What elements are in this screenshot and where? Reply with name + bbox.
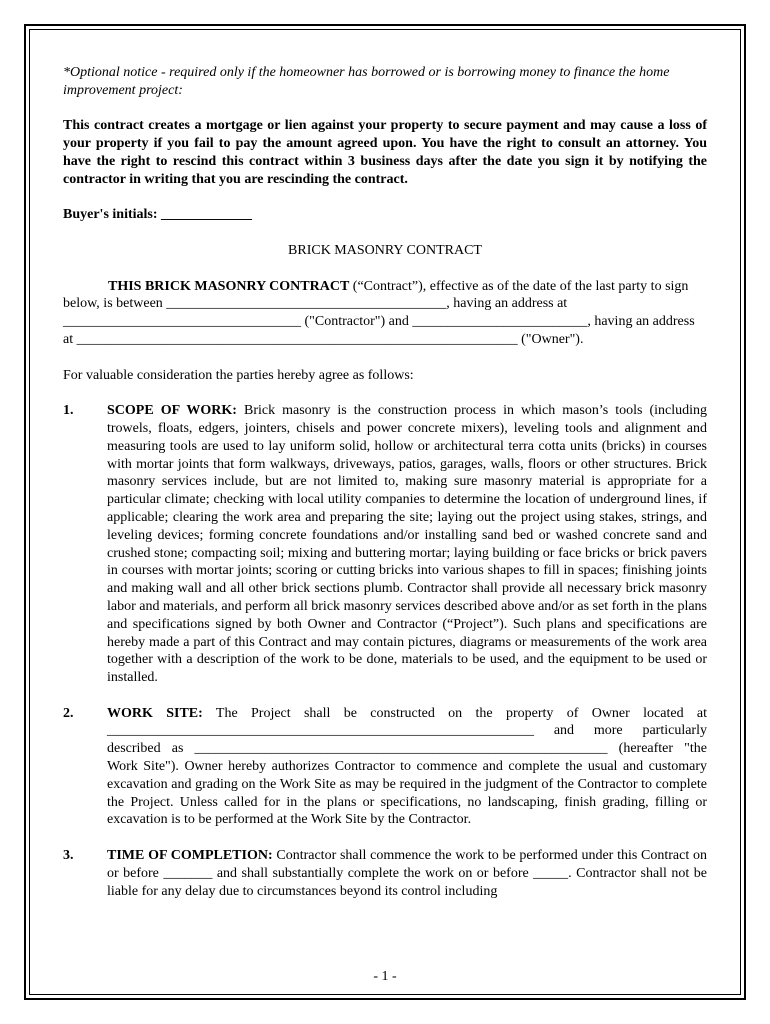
section-heading: TIME OF COMPLETION:: [107, 848, 273, 864]
section-text: The Project shall be constructed on the property of Owner located at _____________________________________________________________ and more particularly described as ___________________________________________________________ (hereafter "the Work Site"). Owner hereby authorizes Contractor to commence and complete the usual and customary excavation and grading on the Work Site as may be required in the judgment of the Contractor to complete the Project. Unless called for in the plans or specifications, no landscaping, finish grading, filling or excavation is to be performed at the Work Site by the Contractor.: [107, 705, 708, 828]
section-scope-of-work: [63, 402, 707, 687]
section-number: 1.: [63, 403, 74, 419]
contract-page: [63, 64, 707, 900]
page-title: BRICK MASONRY CONTRACT: [288, 242, 482, 258]
section-time-of-completion: [63, 847, 707, 900]
intro-paragraph: [63, 278, 707, 349]
section-number: 2.: [63, 705, 74, 721]
page-number: - 1 -: [373, 969, 397, 984]
section-heading: WORK SITE:: [107, 705, 203, 721]
buyer-initials: Buyer's initials: _____________: [63, 207, 253, 223]
optional-notice: *Optional notice - required only if the homeowner has borrowed or is borrowing money to finance the home improvement project:: [63, 65, 670, 98]
section-number: 3.: [63, 848, 74, 864]
consideration-line: For valuable consideration the parties hereby agree as follows:: [63, 367, 414, 383]
section-text: Brick masonry is the construction process in which mason’s tools (including trowels, floats, edgers, jointers, chisels and power concrete mixers), leveling tools and alignment and measuring tools are used to lay uniform solid, hollow or architectural terra cotta units (bricks) in courses with mortar joints that form walkways, driveways, patios, garages, walls, floors or other structures. Brick masonry services include, but are not limited to, making sure masonry material is appropriate for a particular climate; checking with local utility companies to determine the location of underground lines, if applicable; clearing the work area and preparing the site; laying out the project using stakes, strings, and leveling devices; forming concrete foundations and/or installing sand bed or washed concrete sand and crushed stone; compacting soil; mixing and buttering mortar; laying building or face bricks or brick pavers in courses with mortar joints; scoring or cutting bricks into various shapes to fill in spaces; finishing joints and making wall and all other brick sections plumb. Contractor shall provide all necessary brick masonry labor and materials, and perform all brick masonry services described above and/or as set forth in the plans and specifications signed by both Owner and Contractor (“Project”). Such plans and specifications are hereby made a part of this Contract and may contain pictures, diagrams or measurements of the work area together with a description of the work to be done, materials to be used, and the equipment to be used or installed.: [107, 403, 708, 686]
section-text: Contractor shall commence the work to be performed under this Contract on or before _______ and shall substantially complete the work on or before _____. Contractor shall not be liable for any delay due to circumstances beyond its control including: [107, 848, 707, 899]
section-heading: SCOPE OF WORK:: [107, 403, 237, 419]
section-work-site: [63, 705, 707, 830]
mortgage-warning: This contract creates a mortgage or lien against your property to secure payment and may cause a loss of your property if you fail to pay the amount agreed upon. You have the right to consult an attorney. You have the right to rescind this contract within 3 business days after the date you sign it by notifying the contractor in writing that you are rescinding the contract.: [63, 118, 707, 187]
intro-lead: THIS BRICK MASONRY CONTRACT: [108, 278, 350, 294]
intro-body: (“Contract”), effective as of the date of the last party to sign below, is between ________________________________________, having an address at __________________________________ ("Contractor") and _________________________, having an address at _______________________________________________________________ ("Owner").: [63, 278, 695, 347]
